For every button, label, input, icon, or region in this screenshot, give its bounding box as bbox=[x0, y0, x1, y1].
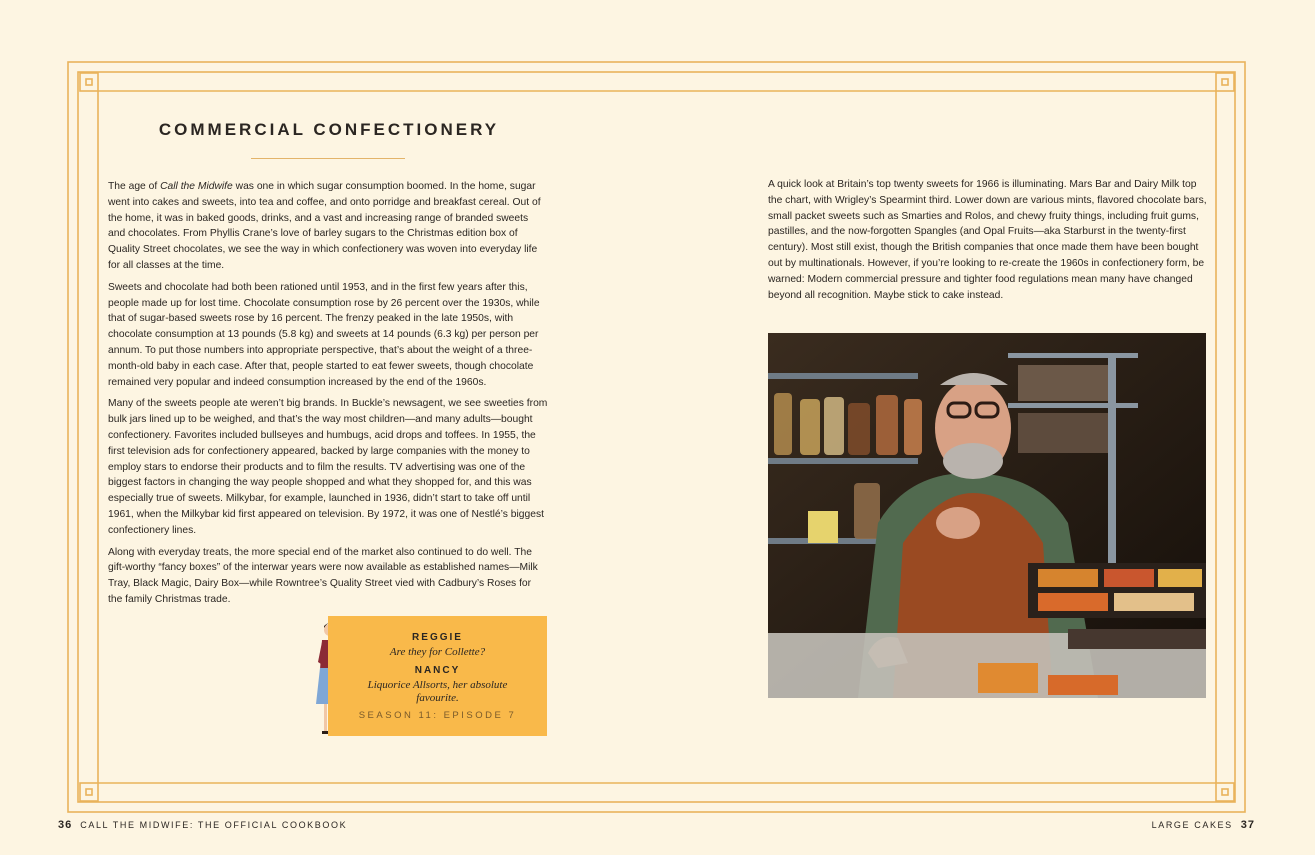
book-title: CALL THE MIDWIFE: THE OFFICIAL COOKBOOK bbox=[80, 820, 348, 830]
speaker-nancy: NANCY bbox=[414, 665, 461, 676]
dialogue-quote-box bbox=[328, 616, 547, 736]
footer-right bbox=[1152, 819, 1255, 831]
left-page-number: 36 bbox=[58, 819, 73, 831]
episode-reference: SEASON 11: EPISODE 7 bbox=[358, 710, 517, 721]
heading-divider bbox=[251, 158, 405, 159]
show-title-italic: Call the Midwife bbox=[160, 181, 233, 192]
footer-left bbox=[58, 819, 347, 831]
paragraph-4: Along with everyday treats, the more special end of the market also continued to do well. The gift-worthy “fancy boxes” of the interwar years were now available as established names—Milk Tray, Black Magic, Dairy Box—while Rowntree’s Quality Street vied with Cadbury’s Roses for the family Christmas trade. bbox=[108, 546, 538, 605]
paragraph-5: A quick look at Britain’s top twenty sweets for 1966 is illuminating. Mars Bar and Dairy Milk top the chart, with Wrigley’s Spearmint third. Lower down are various mints, flavored chocolate bars, small packet sweets such as Smarties and Rolos, and chewy fruity things, including fruit gums, pastilles, and the now-forgotten Spangles (and Opal Fruits—aka Starburst in the twenty-first century). Most still exist, though the British companies that once made them have been bought out by multinationals. However, if you’re looking to re-create the 1960s in confectionery form, be warned: Modern commercial pressure and tighter food regulations mean many have changed beyond all recognition. Maybe stick to cake instead. bbox=[768, 179, 1207, 301]
reggie-line: Are they for Collette? bbox=[389, 646, 486, 658]
paragraph-2: Sweets and chocolate had both been rationed until 1953, and in the first few years after this, people made up for lost time. Chocolate consumption rose by 26 percent over the 1930s, while that of sugar-based sweets rose by 16 percent. The frenzy peaked in the late 1950s, with chocolate consumption at 13 pounds (5.8 kg) and sweets at 14 pounds (6.3 kg) per person per annum. To put those numbers into appropriate perspective, that’s about the weight of a three-month-old baby in each case. After that, people started to eat fewer sweets, though chocolate remained very popular and indeed consumption increased by the end of the 1960s. bbox=[108, 281, 540, 388]
paragraph-1: The age of Call the Midwife was one in which sugar consumption boomed. In the home, sugar went into cakes and sweets, into tea and coffee, and onto porridge and breakfast cereal. Out of the home, it was in baked goods, drinks, and a vast and increasing range of branded sweets and chocolates. From Phyllis Crane’s love of barley sugars to the Christmas edition box of Quality Street chocolates, we see the way in which confectionery was woven into everyday life for all classes at the time. bbox=[108, 181, 541, 271]
left-text-column bbox=[108, 179, 548, 614]
paragraph-3: Many of the sweets people ate weren’t big brands. In Buckle’s newsagent, we see sweeties from bulk jars lined up to be weighed, and that’s the way most children—and many adults—bought confectionery. Favorites included bullseyes and humbugs, acid drops and toffees. In 1955, the first television ads for confectionery appeared, backed by large companies with the money to employ stars to endorse their products and to film the results. TV advertising was one of the biggest factors in changing the way people shopped and what they shopped for, and this was especially true of sweets. Milkybar, for example, launched in 1936, didn’t start to take off until 1961, when the Milkybar kid first appeared on television. By 1972, it was one of Nestlé’s biggest confectionery lines. bbox=[108, 398, 548, 536]
chapter-title: LARGE CAKES bbox=[1151, 820, 1233, 830]
right-text-column bbox=[768, 177, 1208, 309]
right-page-number: 37 bbox=[1240, 819, 1255, 831]
sweet-shop-photo bbox=[768, 333, 1206, 698]
nancy-line: Liquorice Allsorts, her absolute favourite. bbox=[367, 679, 508, 704]
section-heading: COMMERCIAL CONFECTIONERY bbox=[158, 120, 500, 139]
speaker-reggie: REGGIE bbox=[412, 632, 463, 643]
